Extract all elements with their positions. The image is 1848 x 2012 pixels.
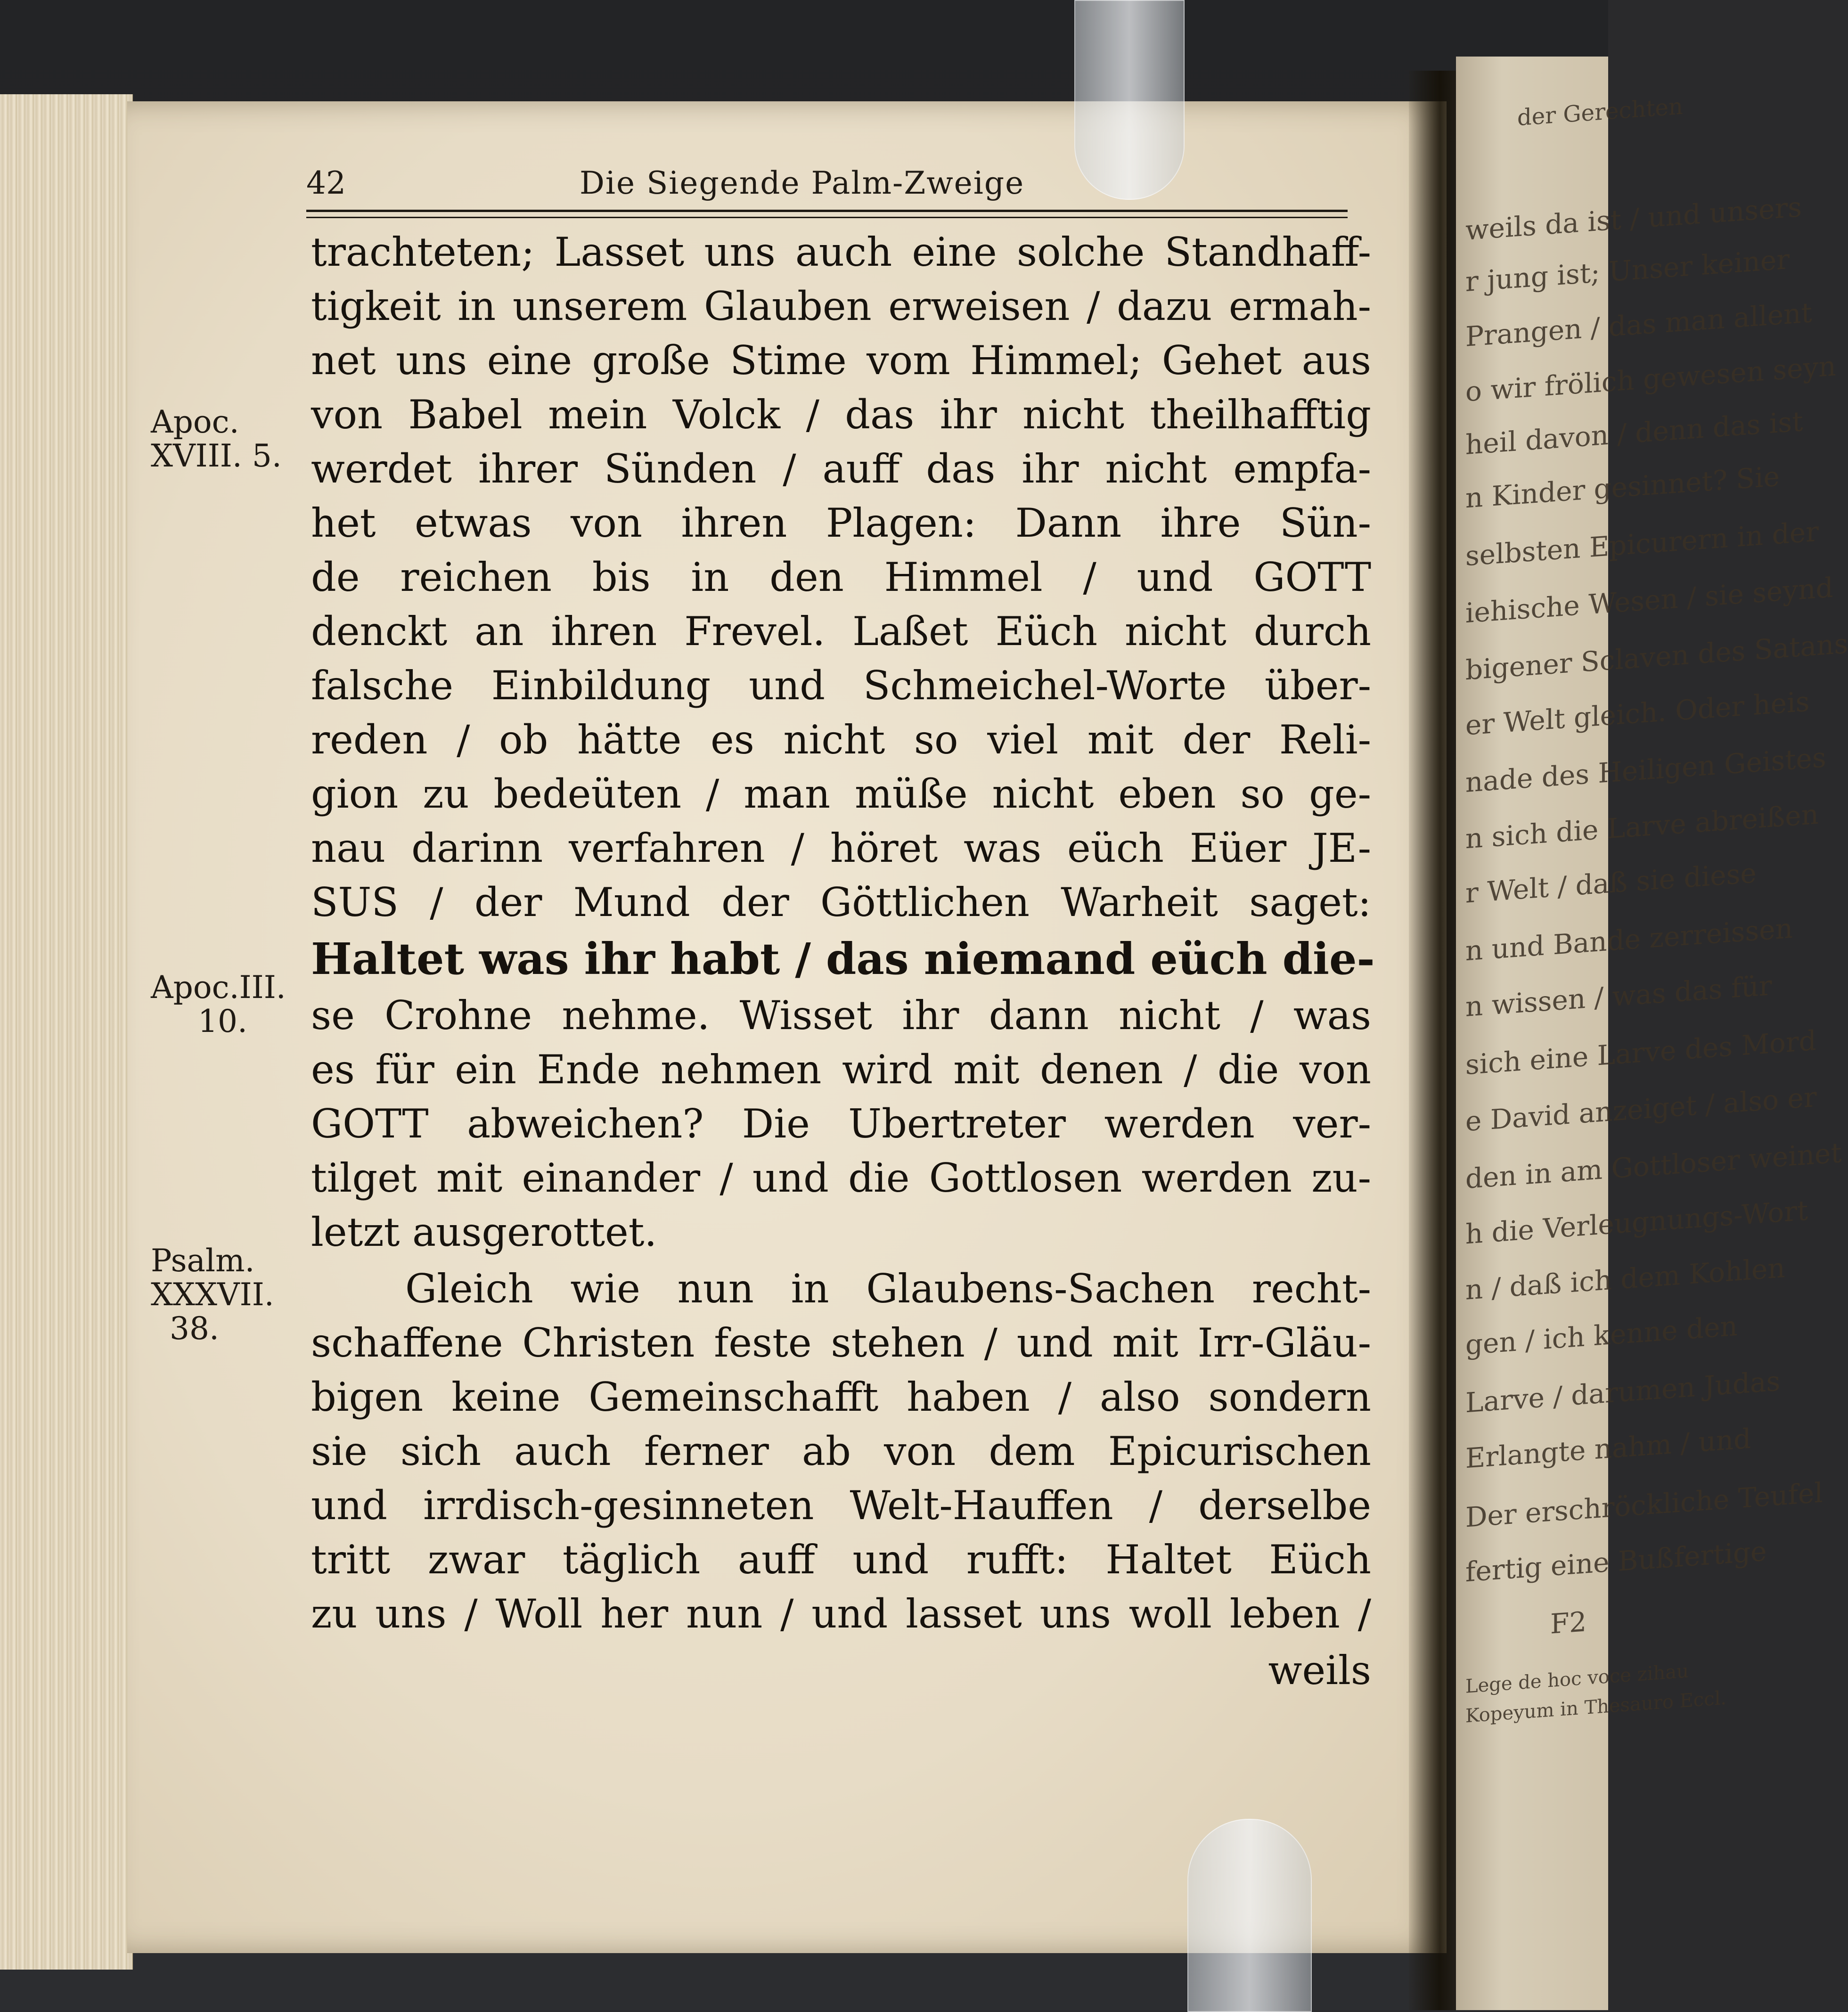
text-line: SUS / der Mund der Göttlichen Warheit saget: xyxy=(311,879,1371,925)
text-line: tilget mit einander / und die Gottlosen werden zu- xyxy=(311,1155,1371,1201)
facing-line: h die Verleugnungs-Wort xyxy=(1465,1194,1808,1251)
text-line: sie sich auch ferner ab von dem Epicurischen xyxy=(311,1428,1371,1474)
catchword: weils xyxy=(1268,1647,1371,1693)
facing-line: n und Bande zerreissen xyxy=(1465,912,1793,967)
text-line: gion zu bedeüten / man müße nicht eben so ge- xyxy=(311,771,1371,817)
facing-footnote: Kopeyum in Thesauro Eccl. xyxy=(1465,1687,1727,1727)
facing-line: selbsten Epicurern in der xyxy=(1465,515,1819,573)
facing-line: r Welt / daß sie diese xyxy=(1465,857,1757,909)
facing-line: der Gerechten xyxy=(1517,93,1683,131)
margin-note-apoc-18 xyxy=(151,405,306,473)
facing-line: nade des Heiligen Geistes xyxy=(1465,741,1826,799)
text-line: letzt ausgerottet. xyxy=(311,1209,657,1255)
facing-line: er Welt gleich. Oder heis xyxy=(1465,685,1810,742)
text-line: tigkeit in unserem Glauben erweisen / dazu ermah- xyxy=(311,283,1371,329)
margin-note-line: 38. xyxy=(170,1310,219,1347)
margin-note-apoc-3 xyxy=(151,971,306,1039)
text-line-emphasis: Haltet was ihr habt / das niemand eüch die- xyxy=(311,933,1375,984)
facing-line: n wissen / was das für xyxy=(1465,969,1772,1023)
facing-line: fertig eine Bußfertige xyxy=(1465,1535,1767,1588)
text-line: und irrdisch-gesinneten Welt-Hauffen / derselbe xyxy=(311,1482,1371,1529)
page-number: 42 xyxy=(306,165,346,201)
text-line: de reichen bis in den Himmel / und GOTT xyxy=(311,554,1371,600)
facing-line: Der erschröckliche Teufel xyxy=(1465,1476,1823,1534)
text-line: tritt zwar täglich auff und rufft: Haltet Eüch xyxy=(311,1537,1371,1583)
text-line: het etwas von ihren Plagen: Dann ihre Sün- xyxy=(311,500,1371,546)
facing-line: bigener Sclaven des Satans xyxy=(1465,627,1848,687)
text-line: bigen keine Gemeinschafft haben / also sondern xyxy=(311,1374,1371,1420)
text-line: falsche Einbildung und Schmeichel-Worte über- xyxy=(311,662,1371,709)
margin-note-line: 10. xyxy=(198,1003,247,1039)
text-line: reden / ob hätte es nicht so viel mit der Reli- xyxy=(311,717,1371,763)
text-line: trachteten; Lasset uns auch eine solche Standhaff- xyxy=(311,229,1371,275)
text-line: GOTT abweichen? Die Ubertreter werden ver- xyxy=(311,1101,1371,1147)
facing-line: den in am Gottloser weinet xyxy=(1465,1137,1842,1195)
facing-line: weils da ist / und unsers xyxy=(1465,191,1802,246)
margin-note-line: Apoc. xyxy=(151,404,239,440)
text-line: net uns eine große Stime vom Himmel; Gehet aus xyxy=(311,337,1371,384)
margin-note-line: Psalm. xyxy=(151,1243,255,1279)
margin-note-line: XVIII. 5. xyxy=(151,438,282,474)
text-line: denckt an ihren Frevel. Laßet Eüch nicht durch xyxy=(311,608,1371,654)
margin-note-line: XXXVII. xyxy=(151,1276,274,1313)
facing-line: n / daß ich dem Kohlen xyxy=(1465,1251,1785,1306)
text-line: schaffene Christen feste stehen / und mit Irr-Gläu- xyxy=(311,1320,1371,1366)
facing-signature: F2 xyxy=(1550,1605,1587,1640)
text-line: es für ein Ende nehmen wird mit denen / die von xyxy=(311,1047,1371,1093)
facing-line: gen / ich kenne den xyxy=(1465,1309,1738,1361)
text-line: Gleich wie nun in Glaubens-Sachen recht- xyxy=(405,1266,1371,1312)
facing-line: iehische Wesen / sie seynd xyxy=(1465,571,1833,630)
facing-line: sich eine Larve des Mord xyxy=(1465,1024,1816,1081)
page-edges xyxy=(0,94,133,1970)
text-line: nau darinn verfahren / höret was eüch Eüer JE- xyxy=(311,825,1371,871)
facing-line: Erlangte nahm / und xyxy=(1465,1422,1751,1475)
facing-line: r jung ist; Unser keiner xyxy=(1465,243,1790,298)
header-rule xyxy=(306,210,1348,218)
facing-footnote: Lege de hoc voce zihau xyxy=(1465,1660,1689,1698)
facing-line: e David anzeiget / also er xyxy=(1465,1080,1817,1138)
margin-note-psalm-37 xyxy=(151,1244,306,1346)
margin-note-line: Apoc.III. xyxy=(151,969,286,1006)
text-line: von Babel mein Volck / das ihr nicht theilhafftig xyxy=(311,392,1371,438)
facing-page xyxy=(1456,57,1848,2010)
text-line: se Crohne nehme. Wisset ihr dann nicht / was xyxy=(311,992,1371,1039)
facing-line: n sich die Larve abreißen xyxy=(1465,798,1819,855)
facing-line: Prangen / das man allent xyxy=(1465,296,1812,353)
running-title: Die Siegende Palm-Zweige xyxy=(580,165,1025,201)
body-text xyxy=(311,226,1375,1795)
facing-line: o wir frölich gewesen seyn xyxy=(1465,350,1836,408)
running-head xyxy=(306,160,1357,212)
text-line: werdet ihrer Sünden / auff das ihr nicht empfa- xyxy=(311,446,1371,492)
facing-line: Larve / darumen Judas xyxy=(1465,1365,1781,1419)
facing-line: heil davon / denn das ist xyxy=(1465,405,1803,461)
text-line: zu uns / Woll her nun / und lasset uns woll leben / xyxy=(311,1591,1371,1637)
page-clip-bottom xyxy=(1187,1819,1312,2012)
facing-line: n Kinder gesinnet? Sie xyxy=(1465,460,1780,515)
page-clip-top xyxy=(1074,0,1185,200)
